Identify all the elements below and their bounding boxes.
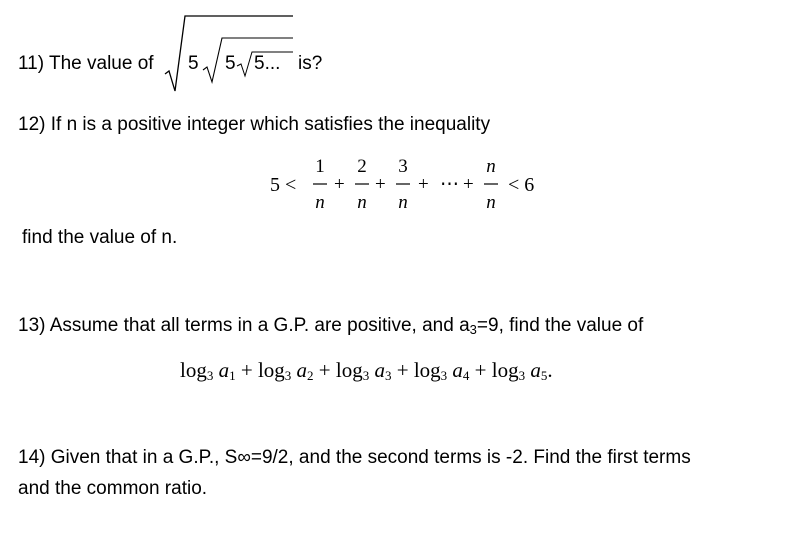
q14-line1: 14) Given that in a G.P., S∞=9/2, and the second terms is -2. Find the first terms (18, 447, 691, 468)
frac-2-den: n (357, 192, 367, 213)
q12-lhs: 5 < (270, 174, 297, 196)
frac-3-num: 3 (398, 156, 408, 177)
q13-text: 13) Assume that all terms in a G.P. are positive, and $a_3=9$, find the value of (18, 315, 644, 337)
q14-line2: and the common ratio. (18, 478, 208, 499)
q11-five-middle: 5 (225, 53, 236, 74)
q12-rhs: < 6 (508, 174, 535, 196)
q13-log-sum: $\log_3 a_1 + \log_3 a_2 + \log_3 a_3 + \log_3 a_4 + \log_3 a_5$. (180, 358, 553, 383)
frac-3-den: n (398, 192, 408, 213)
plus-2: + (375, 174, 386, 195)
q11-five-tail: 5... (254, 53, 281, 74)
plus-1: + (334, 174, 345, 195)
dots: ⋯ (440, 174, 459, 195)
q12-conclusion: find the value of n. (22, 227, 178, 248)
frac-1-den: n (315, 192, 325, 213)
plus-4: + (463, 174, 474, 195)
q11-suffix: is? (298, 53, 323, 74)
q11-five-outer: 5 (188, 53, 199, 74)
frac-1-num: 1 (315, 156, 325, 177)
frac-4-num: n (486, 156, 496, 177)
frac-4-den: n (486, 192, 496, 213)
frac-2-num: 2 (357, 156, 367, 177)
q12-intro: 12) If n is a positive integer which satisfies the inequality (18, 114, 491, 135)
q11-prefix: 11) The value of (18, 53, 154, 74)
plus-3: + (418, 174, 429, 195)
